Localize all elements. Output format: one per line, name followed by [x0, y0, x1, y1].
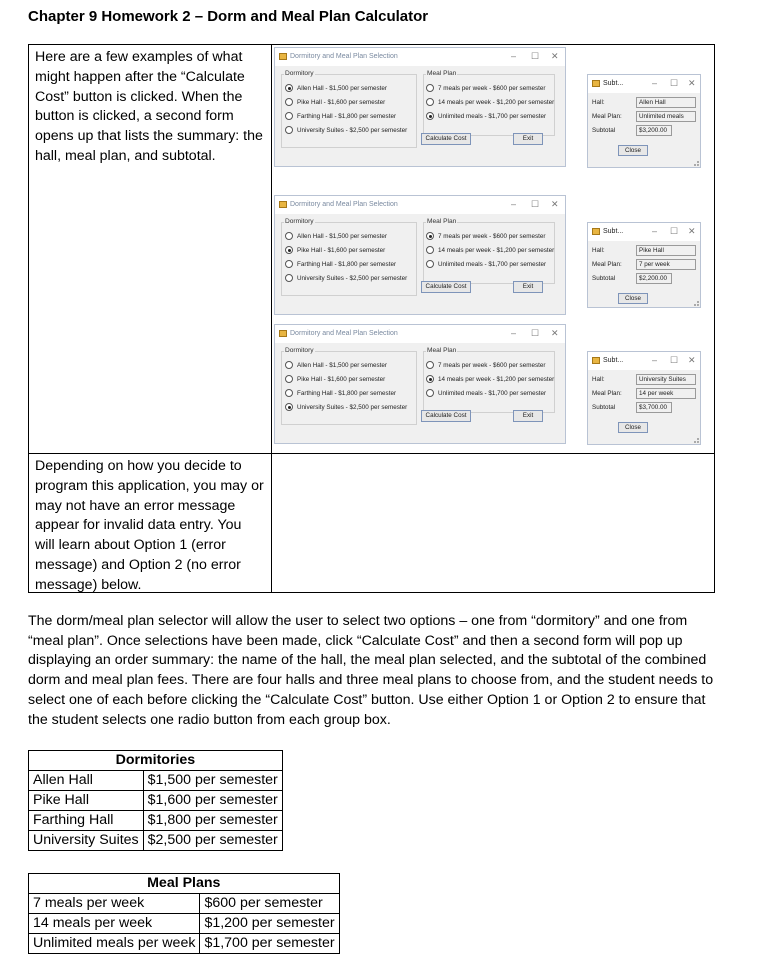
title-bar: [588, 352, 700, 370]
dorm-name: Pike Hall: [29, 791, 144, 811]
radio-dot-icon: [426, 361, 434, 369]
meal-price: $1,700 per semester: [200, 934, 339, 954]
window-title: Dormitory and Meal Plan Selection: [290, 330, 398, 337]
meal-radio[interactable]: [426, 232, 545, 240]
title-bar: [275, 325, 565, 343]
radio-dot-icon: [285, 403, 293, 411]
dorm-radio[interactable]: [285, 274, 407, 282]
meal-radio[interactable]: [426, 246, 554, 254]
close-icon[interactable]: ✕: [551, 328, 559, 338]
maximize-icon[interactable]: ☐: [670, 355, 679, 365]
dorm-group-label: Dormitory: [285, 218, 314, 225]
meal-plan-value: 7 per week: [636, 259, 696, 270]
table-row: [29, 831, 283, 851]
examples-table: [28, 44, 715, 593]
meal-plan-value: Unlimited meals: [636, 111, 696, 122]
close-icon[interactable]: ✕: [688, 78, 696, 88]
dorm-price: $2,500 per semester: [143, 831, 282, 851]
dorm-price: $1,600 per semester: [143, 791, 282, 811]
app-icon: [279, 53, 287, 60]
close-button[interactable]: Close: [618, 422, 648, 433]
radio-dot-icon: [285, 84, 293, 92]
minimize-icon[interactable]: –: [511, 328, 517, 338]
radio-dot-icon: [426, 260, 434, 268]
page-title: Chapter 9 Homework 2 – Dorm and Meal Plan Calculator: [28, 8, 429, 25]
radio-dot-icon: [426, 389, 434, 397]
dorm-price: $1,500 per semester: [143, 771, 282, 791]
meal-group-label: Meal Plan: [427, 70, 457, 77]
dorm-radio[interactable]: [285, 403, 407, 411]
radio-dot-icon: [426, 232, 434, 240]
resize-grip-icon[interactable]: [694, 161, 699, 166]
radio-label: Farthing Hall - $1,800 per semester: [297, 389, 397, 397]
table-row: [29, 811, 283, 831]
radio-dot-icon: [285, 260, 293, 268]
subtotal-value: $2,200.00: [636, 273, 672, 284]
window-title: Dormitory and Meal Plan Selection: [290, 201, 398, 208]
radio-dot-icon: [285, 112, 293, 120]
description-paragraph: The dorm/meal plan selector will allow the user to select two options – one from “dormitory” and one from “meal plan”. Once selections have been made, click “Calculate Cost” and then a second form will pop up displaying an order summary: the name of the hall, the meal plan selected, and the subtotal of the combined dorm and meal plan fees. There are four halls and three meal plans to choose from, and the student needs to select one of each before clicking the “Calculate Cost” button. Use either Option 1 or Option 2 to ensure that the student selects one radio button from each group box.: [28, 613, 714, 728]
option-note: Depending on how you decide to program this application, you may or may not have an error message appear for invalid data entry. You will learn about Option 1 (error message) and Option 2 (no error message) below.: [29, 454, 272, 593]
radio-dot-icon: [426, 246, 434, 254]
meal-plan-label: Meal Plan:: [592, 261, 622, 268]
exit-button[interactable]: Exit: [513, 281, 543, 293]
dorm-radio[interactable]: [285, 112, 396, 120]
dormitories-header: Dormitories: [29, 751, 283, 771]
dorm-radio[interactable]: [285, 84, 387, 92]
radio-label: Allen Hall - $1,500 per semester: [297, 361, 387, 369]
radio-label: 14 meals per week - $1,200 per semester: [438, 98, 555, 106]
window-title: Subt...: [603, 80, 624, 87]
maximize-icon[interactable]: ☐: [670, 78, 679, 88]
app-icon: [592, 80, 600, 87]
close-button[interactable]: Close: [618, 145, 648, 156]
minimize-icon[interactable]: –: [652, 226, 658, 236]
radio-label: Pike Hall - $1,600 per semester: [297, 98, 386, 106]
radio-label: 14 meals per week - $1,200 per semester: [438, 375, 555, 383]
title-bar: [588, 223, 700, 241]
meal-name: Unlimited meals per week: [29, 934, 200, 954]
radio-label: Unlimited meals - $1,700 per semester: [438, 389, 547, 397]
meal-radio[interactable]: [426, 112, 546, 120]
table-row: [29, 914, 340, 934]
dorm-radio[interactable]: [285, 246, 385, 254]
dorm-name: Farthing Hall: [29, 811, 144, 831]
radio-label: Farthing Hall - $1,800 per semester: [297, 260, 397, 268]
radio-dot-icon: [426, 112, 434, 120]
meal-radio[interactable]: [426, 98, 554, 106]
meal-plan-label: Meal Plan:: [592, 113, 622, 120]
minimize-icon[interactable]: –: [511, 199, 517, 209]
hall-value: Pike Hall: [636, 245, 696, 256]
examples-screenshots: [272, 45, 714, 454]
radio-dot-icon: [285, 126, 293, 134]
intro-text: Here are a few examples of what might happen after the “Calculate Cost” button is clicked. When the button is clicked, a second form opens up that lists the summary: the hall, meal plan, and subtotal.: [29, 45, 272, 454]
radio-label: University Suites - $2,500 per semester: [297, 403, 408, 411]
maximize-icon[interactable]: ☐: [670, 226, 679, 236]
subtotal-label: Subtotal: [592, 404, 616, 411]
close-button[interactable]: Close: [618, 293, 648, 304]
exit-button[interactable]: Exit: [513, 410, 543, 422]
meal-radio[interactable]: [426, 260, 546, 268]
app-icon: [279, 330, 287, 337]
radio-dot-icon: [285, 232, 293, 240]
meal-price: $1,200 per semester: [200, 914, 339, 934]
radio-label: 7 meals per week - $600 per semester: [438, 361, 546, 369]
dorm-radio[interactable]: [285, 389, 396, 397]
empty-cell: [272, 454, 714, 593]
radio-label: Allen Hall - $1,500 per semester: [297, 232, 387, 240]
subtotal-value: $3,200.00: [636, 125, 672, 136]
calculate-cost-button[interactable]: Calculate Cost: [421, 281, 471, 293]
window-title: Subt...: [603, 357, 624, 364]
hall-label: Hall:: [592, 376, 605, 383]
hall-label: Hall:: [592, 247, 605, 254]
radio-label: Unlimited meals - $1,700 per semester: [438, 112, 547, 120]
radio-label: 14 meals per week - $1,200 per semester: [438, 246, 555, 254]
subtotal-value: $3,700.00: [636, 402, 672, 413]
radio-label: 7 meals per week - $600 per semester: [438, 232, 546, 240]
subtotal-label: Subtotal: [592, 275, 616, 282]
close-icon[interactable]: ✕: [551, 199, 559, 209]
radio-dot-icon: [426, 375, 434, 383]
title-bar: [275, 48, 565, 66]
radio-dot-icon: [426, 98, 434, 106]
meal-group-label: Meal Plan: [427, 218, 457, 225]
radio-dot-icon: [285, 98, 293, 106]
meal-radio[interactable]: [426, 84, 545, 92]
dorm-radio[interactable]: [285, 126, 407, 134]
minimize-icon[interactable]: –: [652, 78, 658, 88]
dorm-radio[interactable]: [285, 361, 387, 369]
hall-value: University Suites: [636, 374, 696, 385]
app-icon: [279, 201, 287, 208]
window-title: Dormitory and Meal Plan Selection: [290, 53, 398, 60]
calculate-cost-button[interactable]: Calculate Cost: [421, 133, 471, 145]
resize-grip-icon[interactable]: [694, 438, 699, 443]
radio-dot-icon: [285, 389, 293, 397]
meal-group-label: Meal Plan: [427, 347, 457, 354]
table-row: [29, 894, 340, 914]
table-row: [29, 771, 283, 791]
radio-label: Pike Hall - $1,600 per semester: [297, 246, 386, 254]
radio-dot-icon: [426, 84, 434, 92]
radio-label: Farthing Hall - $1,800 per semester: [297, 112, 397, 120]
dorm-radio[interactable]: [285, 260, 396, 268]
minimize-icon[interactable]: –: [511, 51, 517, 61]
radio-label: Unlimited meals - $1,700 per semester: [438, 260, 547, 268]
radio-label: University Suites - $2,500 per semester: [297, 274, 408, 282]
meal-name: 14 meals per week: [29, 914, 200, 934]
radio-label: Allen Hall - $1,500 per semester: [297, 84, 387, 92]
exit-button[interactable]: Exit: [513, 133, 543, 145]
radio-dot-icon: [285, 361, 293, 369]
meal-radio[interactable]: [426, 389, 546, 397]
dorm-meal-form: [274, 324, 566, 444]
subtotal-form: [587, 351, 701, 445]
radio-dot-icon: [285, 274, 293, 282]
table-row: [29, 934, 340, 954]
radio-dot-icon: [285, 246, 293, 254]
dorm-name: University Suites: [29, 831, 144, 851]
title-bar: [588, 75, 700, 93]
close-icon[interactable]: ✕: [551, 51, 559, 61]
dorm-radio[interactable]: [285, 98, 385, 106]
title-bar: [275, 196, 565, 214]
maximize-icon[interactable]: ☐: [531, 51, 540, 61]
dorm-meal-form: [274, 47, 566, 167]
maximize-icon[interactable]: ☐: [531, 199, 540, 209]
meal-plans-table: [28, 873, 340, 954]
radio-label: Pike Hall - $1,600 per semester: [297, 375, 386, 383]
subtotal-form: [587, 222, 701, 308]
dorm-meal-form: [274, 195, 566, 315]
table-row: [29, 791, 283, 811]
dorm-group-label: Dormitory: [285, 347, 314, 354]
meal-name: 7 meals per week: [29, 894, 200, 914]
dorm-price: $1,800 per semester: [143, 811, 282, 831]
meal-radio[interactable]: [426, 375, 554, 383]
hall-value: Allen Hall: [636, 97, 696, 108]
subtotal-label: Subtotal: [592, 127, 616, 134]
meal-plans-header: Meal Plans: [29, 874, 340, 894]
hall-label: Hall:: [592, 99, 605, 106]
app-icon: [592, 228, 600, 235]
radio-label: 7 meals per week - $600 per semester: [438, 84, 546, 92]
meal-radio[interactable]: [426, 361, 545, 369]
meal-plan-label: Meal Plan:: [592, 390, 622, 397]
dorm-group-label: Dormitory: [285, 70, 314, 77]
subtotal-form: [587, 74, 701, 168]
dormitories-table: [28, 750, 283, 851]
minimize-icon[interactable]: –: [652, 355, 658, 365]
close-icon[interactable]: ✕: [688, 355, 696, 365]
radio-label: University Suites - $2,500 per semester: [297, 126, 408, 134]
dorm-name: Allen Hall: [29, 771, 144, 791]
radio-dot-icon: [285, 375, 293, 383]
dorm-radio[interactable]: [285, 375, 385, 383]
meal-plan-value: 14 per week: [636, 388, 696, 399]
window-title: Subt...: [603, 228, 624, 235]
app-icon: [592, 357, 600, 364]
calculate-cost-button[interactable]: Calculate Cost: [421, 410, 471, 422]
resize-grip-icon[interactable]: [694, 301, 699, 306]
dorm-radio[interactable]: [285, 232, 387, 240]
maximize-icon[interactable]: ☐: [531, 328, 540, 338]
close-icon[interactable]: ✕: [688, 226, 696, 236]
meal-price: $600 per semester: [200, 894, 339, 914]
